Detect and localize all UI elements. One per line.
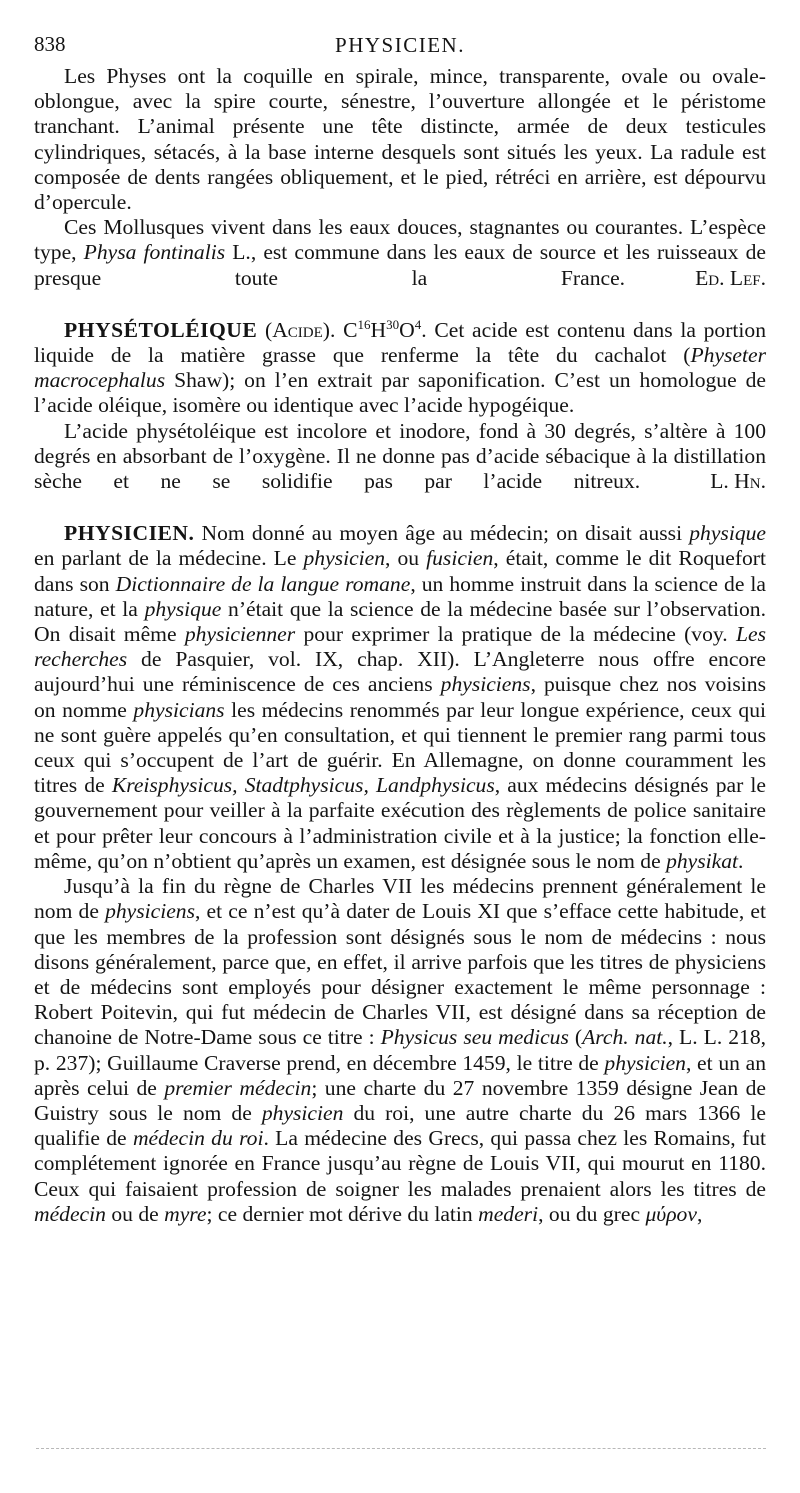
italic-term: physicians [133,697,225,722]
italic-term: physiciens [440,672,531,697]
physes-text: Ces Mollusques vivent dans les eaux douces, stagnantes ou courantes. L’espèce type, [34,215,766,265]
entry-text: les médecins renommés par leur longue expérience, ceux qui ne sont guère appelés qu’en consultation, et qui tiennent le premier rang parmi tous ceux qui s’occupent de l’art de guérir. En Allemagne, on donne couramment les titres de [34,697,766,798]
entry-text: , et un an après celui de [34,1050,766,1100]
entry-text: , puisque chez nos voisins on nomme [34,672,766,722]
physetoleique-paragraph-1 [34,318,766,419]
running-head: PHYSICIEN. [335,33,465,57]
italic-term: premier médecin [164,1075,312,1100]
italic-term: Kreisphysicus, Stadtphysicus, Landphysicus [111,773,495,798]
italic-term: physiciens [105,899,196,924]
italic-term: physicien [604,1050,686,1075]
italic-term: physicienner [184,622,296,647]
italic-term: physique [144,596,222,621]
italic-term: myre [164,1201,207,1226]
citation-source: Arch. nat. [582,1025,668,1050]
entry-text: , aux médecins désignés par le gouvernement pour veiller à la parfaite exécution des règlements de police sanitaire et pour prêter leur concours à l’administration civile et à la justice; la fonction elle-même, qu’on n’obtient qu’après un examen, est désignée sous le nom de [34,773,766,873]
italic-term: mederi [478,1201,539,1226]
entry-text: , était, comme le dit Roquefort dans son [34,546,766,596]
formula-index: 16 [357,316,371,332]
entry-text: , un homme instruit dans la science de la nature, et la [34,571,766,621]
physes-paragraph-1: Les Physes ont la coquille en spirale, mince, transparente, ovale ou ovale-oblongue, avec la spire courte, sénestre, l’ouverture allongée et le péristome tranchant. L’animal présente une tête distincte, armée de deux testicules cylindriques, sétacés, à la base interne desquels sont situés les yeux. La radule est composée de dents rangées obliquement, et le pied, rétréci en arrière, est dépourvu d’opercule. [34,64,766,215]
entry-text: Jusqu’à la fin du règne de Charles VII les médecins prennent généralement le nom de [34,874,766,924]
physes-text: L., est commune dans les eaux de source et les ruisseaux de presque toute la France. [34,240,766,290]
physetoleique-paragraph-2 [34,419,766,495]
entry-text: . [738,848,744,873]
entry-qualifier: (Acide). [257,317,344,342]
physicien-paragraph-2 [34,874,766,1227]
entry-text: du roi, une autre charte du 26 mars 1366 le qualifie de [34,1100,766,1151]
formula-index: 30 [386,316,400,332]
italic-term: physique [689,521,766,546]
book-title: Dictionnaire de la langue romane [115,571,411,596]
greek-term: μύρον [645,1201,697,1226]
entry-text: . La médecine des Grecs, qui passa chez les Romains, fut complétement ignorée en France jusqu’au règne de Louis VII, qui mourut en 1180. Ceux qui faisaient profession de soigner les malades prenaient alors les titres de [34,1126,766,1201]
entry-text: Shaw); on l’en extrait par saponification. C’est un homologue de l’acide oléique, isomère ou identique avec l’acide hypogéique. [34,368,766,418]
entry-headword: PHYSICIEN. [64,521,195,546]
author-signature: Ed. Lef. [695,265,766,290]
italic-term: médecin du roi [132,1126,264,1151]
italic-term: médecin [34,1201,106,1226]
physes-paragraph-2 [34,215,766,291]
entry-text: ou de [105,1201,165,1226]
entry-text: . Cet acide est contenu dans la portion liquide de la matière grasse que renferme la tête du cachalot ( [34,317,767,368]
entry-text: , et ce n’est qu’à dater de Louis XI que s’efface cette habitude, et que les membres de la profession sont désignés sous le nom de médecins : nous disons généralement, parce que, en effet, il arrive parfois que les titres de physiciens et de médecins sont employés pour désigner exactement le même personnage : Robert Poitevin, qui fut médecin de Charles VII, est désigné dans sa réception de chanoine de Notre-Dame sous ce titre : [34,899,767,1050]
formula-index: 4 [414,316,422,332]
species-name: Physeter macrocephalus [34,343,766,393]
page-number: 838 [34,32,66,56]
italic-term: Physicus seu medicus [380,1025,569,1050]
entry-text: ; une charte du 27 novembre 1359 désigne Jean de Guistry sous le nom de [34,1075,766,1125]
italic-term: fusicien [426,546,494,571]
italic-term: physikat [666,848,739,873]
entry-headword: PHYSÉTOLÉIQUE [64,317,258,342]
page-bottom-rule [36,1448,766,1449]
author-signature: L. Hn. [710,469,766,494]
page-header [34,30,766,64]
formula-element: C [343,317,358,342]
entry-text: pour exprimer la pratique de la médecine (voy. [295,622,736,647]
entry-text: ; ce dernier mot dérive du latin [206,1201,479,1226]
species-name: Physa fontinalis [83,240,226,265]
document-page [34,30,766,1227]
italic-term: physicien [303,546,386,571]
entry-text: Nom donné au moyen âge au médecin; on disait aussi [194,521,690,546]
italic-term: physicien [261,1100,344,1125]
entry-text: , ou du grec [538,1201,646,1226]
physicien-paragraph-1 [34,521,766,874]
entry-text: en parlant de la médecine. Le [34,546,304,571]
entry-text: , [696,1201,703,1226]
entry-text: L’acide physétoléique est incolore et inodore, fond à 30 degrés, s’altère à 100 degrés en absorbant de l’oxygène. Il ne donne pas d’acide sébacique à la distillation sèche et ne se solidifie pas par l’acide nitreux. [34,418,766,494]
entry-text: de Pasquier, vol. IX, chap. XII). L’Angleterre nous offre encore aujourd’hui une réminiscence de ces anciens [34,647,766,697]
formula-element: H [370,317,387,342]
book-title: Les recherches [34,622,766,672]
entry-text: ( [568,1025,583,1050]
entry-text: n’était que la science de la médecine basée sur l’observation. On disait même [34,596,767,647]
chemical-formula [343,318,421,342]
entry-text: , ou [385,546,427,571]
formula-element: O [399,317,415,342]
entry-text: , L. L. 218, p. 237); Guillaume Craverse prend, en décembre 1459, le titre de [34,1025,767,1075]
